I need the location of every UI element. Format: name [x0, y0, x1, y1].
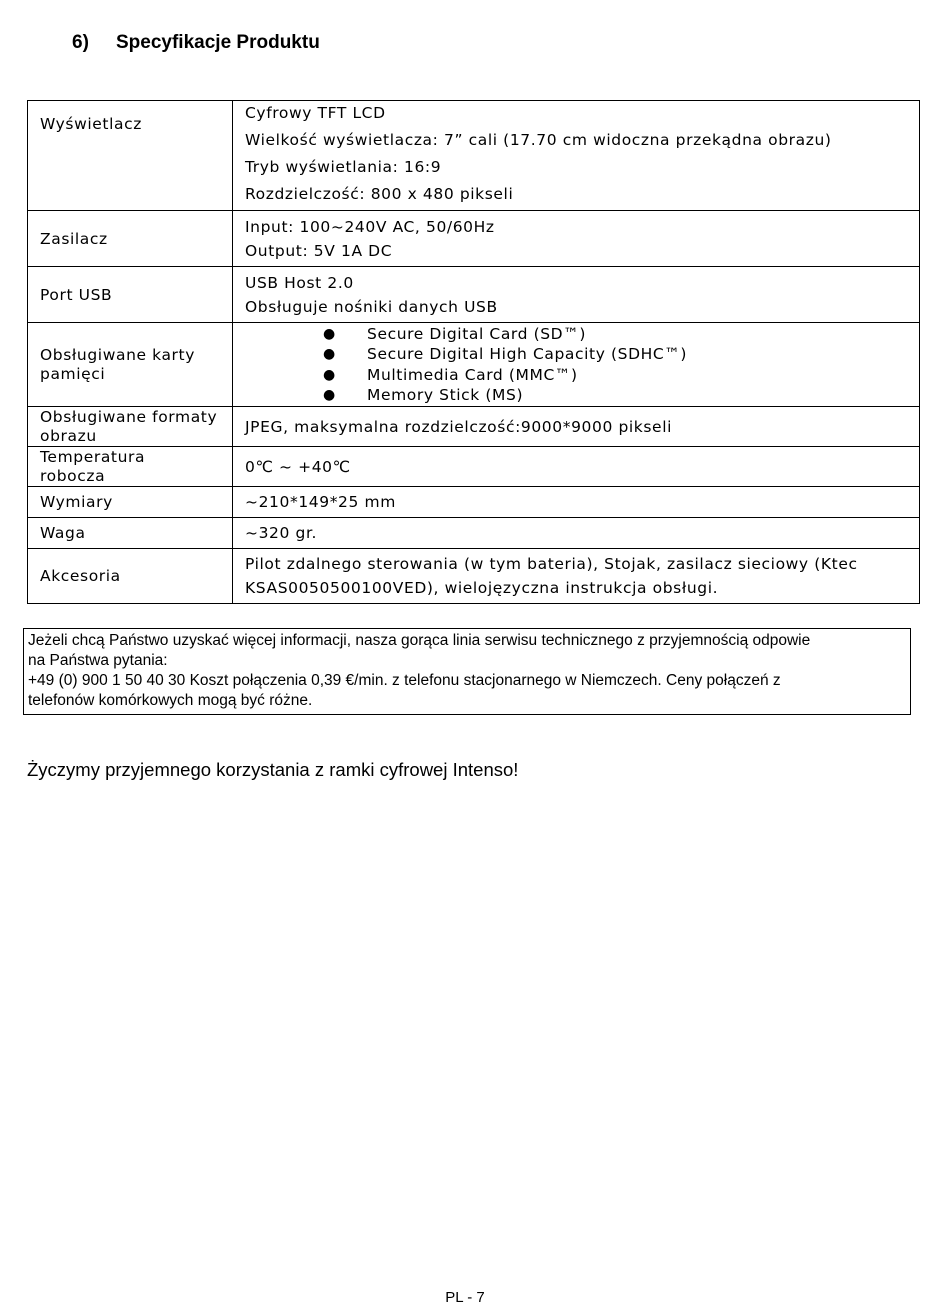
spec-value [233, 267, 920, 323]
spec-label-line: Obsługiwane karty [40, 345, 195, 364]
table-row [28, 267, 920, 323]
spec-line: KSAS0050500100VED), wielojęzyczna instrukcja obsługi. [245, 579, 719, 597]
spec-line: Wielkość wyświetlacza: 7” cali (17.70 cm widoczna przekądna obrazu) [245, 131, 832, 149]
info-line: Jeżeli chcą Państwo uzyskać więcej informacji, nasza gorąca linia serwisu technicznego z przyjemnością odpowie [28, 632, 811, 649]
info-line: telefonów komórkowych mogą być różne. [28, 692, 313, 709]
spec-label: Port USB [28, 267, 233, 323]
spec-line: Input: 100~240V AC, 50/60Hz [245, 217, 495, 236]
spec-label [28, 407, 233, 447]
list-item-text: Secure Digital High Capacity (SDHC™) [367, 345, 688, 363]
list-item-text: Secure Digital Card (SD™) [367, 324, 586, 343]
spec-label: Akcesoria [28, 549, 233, 604]
spec-line: Pilot zdalnego sterowania (w tym bateria), Stojak, zasilacz sieciowy (Ktec [245, 555, 858, 573]
spec-value: ~320 gr. [233, 518, 920, 549]
spec-label: Wyświetlacz [28, 101, 233, 211]
table-row [28, 211, 920, 267]
spec-value: JPEG, maksymalna rozdzielczość:9000*9000 pikseli [233, 407, 920, 447]
table-row [28, 101, 920, 211]
spec-line: Cyfrowy TFT LCD [245, 104, 386, 122]
table-row [28, 518, 920, 549]
spec-label [28, 447, 233, 487]
table-row [28, 407, 920, 447]
spec-line: Obsługuje nośniki danych USB [245, 297, 498, 316]
bullet-icon: ● [323, 366, 336, 383]
list-item [323, 324, 919, 345]
info-line: +49 (0) 900 1 50 40 30 Koszt połączenia 0,39 €/min. z telefonu stacjonarnego w Niemczech. Ceny połączeń z [28, 672, 781, 689]
spec-value [233, 101, 920, 211]
spec-label: Waga [28, 518, 233, 549]
card-list [245, 324, 919, 406]
spec-label-line: Obsługiwane formaty [40, 407, 218, 426]
spec-table [27, 100, 920, 604]
spec-value [233, 549, 920, 604]
table-row [28, 323, 920, 407]
spec-line: USB Host 2.0 [245, 273, 354, 292]
section-title: Specyfikacje Produktu [116, 32, 320, 53]
spec-label: Wymiary [28, 487, 233, 518]
spec-line: Rozdzielczość: 800 x 480 pikseli [245, 185, 514, 203]
support-info-box [23, 628, 911, 715]
list-item [323, 385, 919, 406]
spec-label-line: pamięci [40, 364, 106, 383]
info-line: na Państwa pytania: [28, 652, 168, 669]
list-item-text: Multimedia Card (MMC™) [367, 365, 578, 384]
section-number: 6) [72, 32, 89, 53]
spec-value: 0℃ ~ +40℃ [233, 447, 920, 487]
spec-label-line: Temperatura [40, 447, 146, 466]
bullet-icon: ● [323, 325, 336, 342]
spec-value [233, 323, 920, 407]
spec-label [28, 323, 233, 407]
spec-label-line: obrazu [40, 426, 97, 445]
table-row [28, 487, 920, 518]
table-row [28, 447, 920, 487]
spec-value: ~210*149*25 mm [233, 487, 920, 518]
section-heading [72, 32, 320, 54]
spec-line: Tryb wyświetlania: 16:9 [245, 158, 442, 176]
list-item [323, 365, 919, 386]
spec-label: Zasilacz [28, 211, 233, 267]
table-row [28, 549, 920, 604]
spec-value [233, 211, 920, 267]
list-item [323, 344, 919, 365]
bullet-icon: ● [323, 346, 336, 362]
list-item-text: Memory Stick (MS) [367, 386, 524, 404]
closing-text: Życzymy przyjemnego korzystania z ramki cyfrowej Intenso! [27, 759, 519, 780]
page-number: PL - 7 [445, 1289, 485, 1306]
spec-line: Output: 5V 1A DC [245, 241, 393, 260]
spec-label-line: robocza [40, 466, 106, 485]
bullet-icon: ● [323, 387, 336, 403]
